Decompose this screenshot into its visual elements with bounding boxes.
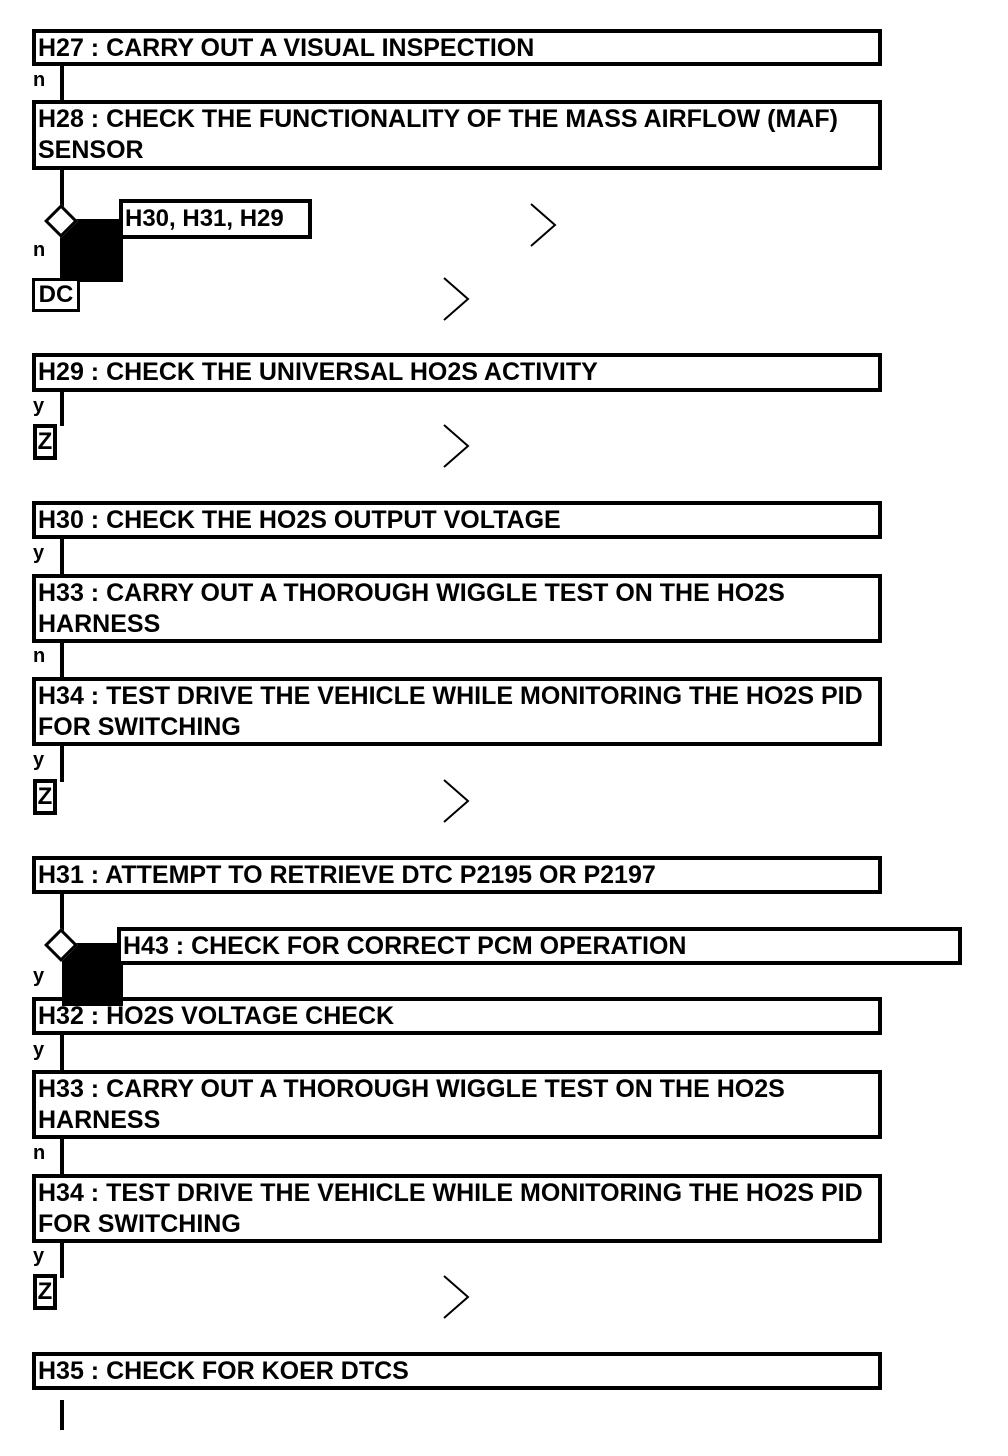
- chevron-right-icon[interactable]: [441, 276, 473, 322]
- connector-line: [60, 892, 64, 932]
- branch-label-yes: y: [33, 965, 45, 987]
- terminal-z[interactable]: Z: [33, 424, 57, 460]
- branch-label-yes: y: [33, 1039, 45, 1061]
- step-h31: H31 : ATTEMPT TO RETRIEVE DTC P2195 OR P2197: [32, 856, 882, 894]
- step-h33: H33 : CARRY OUT A THOROUGH WIGGLE TEST ON THE HO2S HARNESS: [32, 574, 882, 643]
- connector-line: [60, 1400, 64, 1430]
- branch-label-no: n: [33, 645, 46, 667]
- connector-line: [60, 64, 64, 100]
- step-h28: H28 : CHECK THE FUNCTIONALITY OF THE MASS AIRFLOW (MAF) SENSOR: [32, 100, 882, 170]
- connector-line: [60, 1033, 64, 1073]
- step-h34: H34 : TEST DRIVE THE VEHICLE WHILE MONITORING THE HO2S PID FOR SWITCHING: [32, 1174, 882, 1243]
- branch-box-h30-h31-h29[interactable]: H30, H31, H29: [119, 199, 312, 239]
- chevron-right-icon[interactable]: [441, 778, 473, 824]
- chevron-right-icon[interactable]: [528, 202, 560, 248]
- connector-line: [60, 641, 64, 679]
- connector-line: [60, 1137, 64, 1175]
- step-h29: H29 : CHECK THE UNIVERSAL HO2S ACTIVITY: [32, 353, 882, 392]
- terminal-z[interactable]: Z: [33, 779, 57, 815]
- branch-label-yes: y: [33, 542, 45, 564]
- step-h27: H27 : CARRY OUT A VISUAL INSPECTION: [32, 29, 882, 66]
- step-h34: H34 : TEST DRIVE THE VEHICLE WHILE MONITORING THE HO2S PID FOR SWITCHING: [32, 677, 882, 746]
- branch-label-no: n: [33, 1142, 46, 1164]
- decision-marker: [62, 219, 123, 282]
- step-h35: H35 : CHECK FOR KOER DTCS: [32, 1352, 882, 1390]
- connector-line: [60, 168, 64, 208]
- chevron-right-icon[interactable]: [441, 1274, 473, 1320]
- branch-label-yes: y: [33, 749, 45, 771]
- branch-label-yes: y: [33, 395, 45, 417]
- step-h33: H33 : CARRY OUT A THOROUGH WIGGLE TEST ON THE HO2S HARNESS: [32, 1070, 882, 1139]
- step-h32: H32 : HO2S VOLTAGE CHECK: [32, 997, 882, 1035]
- connector-line: [60, 744, 64, 782]
- connector-line: [60, 1240, 64, 1278]
- branch-box-h43[interactable]: H43 : CHECK FOR CORRECT PCM OPERATION: [117, 927, 962, 965]
- branch-label-no: n: [33, 69, 46, 91]
- branch-label-yes: y: [33, 1245, 45, 1267]
- chevron-right-icon[interactable]: [441, 423, 473, 469]
- step-h30: H30 : CHECK THE HO2S OUTPUT VOLTAGE: [32, 501, 882, 539]
- connector-line: [60, 390, 64, 426]
- connector-line: [60, 537, 64, 577]
- terminal-dc[interactable]: DC: [32, 278, 80, 312]
- branch-label-no: n: [33, 239, 46, 261]
- terminal-z[interactable]: Z: [33, 1274, 57, 1310]
